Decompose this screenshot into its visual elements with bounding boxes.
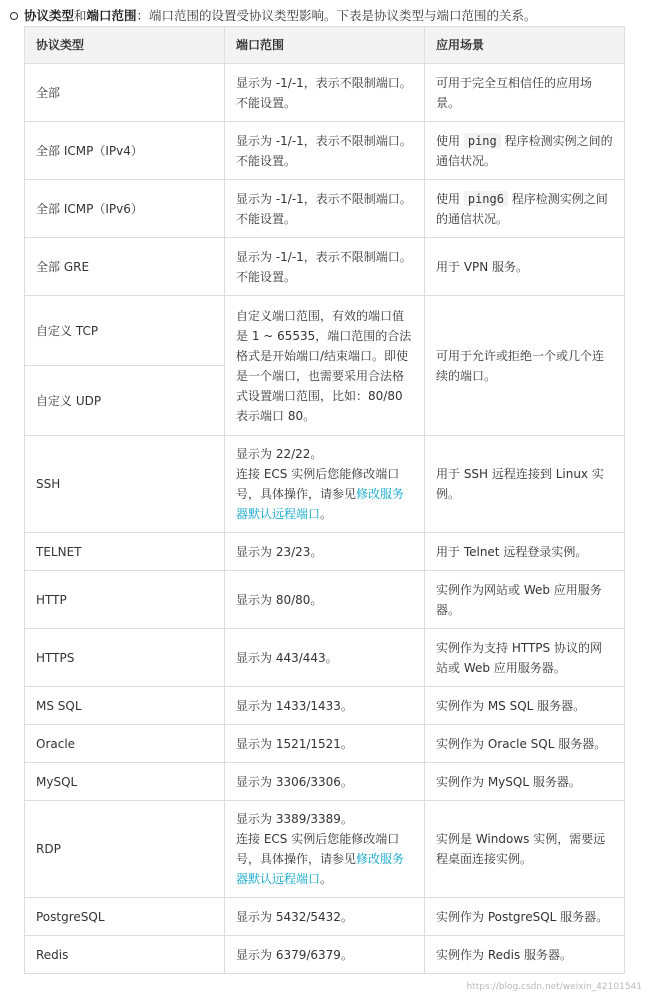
cell-usage: 用于 SSH 远程连接到 Linux 实例。 — [425, 436, 625, 533]
table-row — [25, 64, 625, 122]
table-row — [25, 629, 625, 687]
cell-port-range: 显示为 -1/-1，表示不限制端口。不能设置。 — [225, 180, 425, 238]
range-line-1: 显示为 22/22。 — [236, 447, 323, 461]
cell-usage: 实例作为 MS SQL 服务器。 — [425, 687, 625, 725]
list-bullet-icon — [10, 12, 18, 20]
cell-protocol: 自定义 UDP — [25, 366, 225, 436]
cell-port-range: 显示为 -1/-1，表示不限制端口。不能设置。 — [225, 238, 425, 296]
watermark: https://blog.csdn.net/weixin_42101541 — [466, 982, 642, 992]
cell-usage: 用于 Telnet 远程登录实例。 — [425, 533, 625, 571]
cell-usage: 实例作为 MySQL 服务器。 — [425, 763, 625, 801]
cell-protocol: 全部 GRE — [25, 238, 225, 296]
intro-conjunction: 和 — [74, 8, 87, 23]
table-row — [25, 180, 625, 238]
cell-protocol: 全部 ICMP（IPv4） — [25, 122, 225, 180]
cell-port-range: 显示为 23/23。 — [225, 533, 425, 571]
cell-usage: 用于 VPN 服务。 — [425, 238, 625, 296]
cell-usage: 可用于允许或拒绝一个或几个连续的端口。 — [425, 296, 625, 436]
cell-port-range — [225, 436, 425, 533]
table-row — [25, 763, 625, 801]
usage-suffix: 程序检测实例之间的通信状况。 — [436, 191, 608, 226]
cell-usage: 实例作为支持 HTTPS 协议的网站或 Web 应用服务器。 — [425, 629, 625, 687]
table-row — [25, 533, 625, 571]
cell-port-range — [225, 801, 425, 898]
cell-port-range: 显示为 3306/3306。 — [225, 763, 425, 801]
code-ping: ping — [464, 133, 501, 149]
usage-suffix: 程序检测实例之间的通信状况。 — [436, 133, 613, 168]
cell-protocol: TELNET — [25, 533, 225, 571]
header-port-range: 端口范围 — [225, 27, 425, 64]
cell-protocol: SSH — [25, 436, 225, 533]
cell-protocol: 全部 — [25, 64, 225, 122]
cell-usage: 实例作为 PostgreSQL 服务器。 — [425, 898, 625, 936]
table-row — [25, 296, 625, 366]
cell-usage — [425, 122, 625, 180]
protocol-port-table — [24, 26, 625, 974]
table-row — [25, 936, 625, 974]
cell-port-range: 显示为 5432/5432。 — [225, 898, 425, 936]
cell-usage: 实例作为网站或 Web 应用服务器。 — [425, 571, 625, 629]
cell-port-range: 自定义端口范围，有效的端口值是 1 ~ 65535，端口范围的合法格式是开始端口/结束端口。即使是一个端口，也需要采用合法格式设置端口范围，比如：80/80 表示端口 80。 — [225, 296, 425, 436]
cell-protocol: HTTPS — [25, 629, 225, 687]
cell-protocol: MySQL — [25, 763, 225, 801]
cell-protocol: 全部 ICMP（IPv6） — [25, 180, 225, 238]
cell-protocol: Redis — [25, 936, 225, 974]
cell-protocol: Oracle — [25, 725, 225, 763]
usage-prefix: 使用 — [436, 191, 461, 206]
range-line-2: 连接 ECS 实例后您能修改端口号，具体操作，请参见 — [236, 832, 400, 866]
cell-port-range: 显示为 1521/1521。 — [225, 725, 425, 763]
cell-usage: 实例是 Windows 实例，需要远程桌面连接实例。 — [425, 801, 625, 898]
cell-port-range: 显示为 -1/-1，表示不限制端口。不能设置。 — [225, 122, 425, 180]
range-end: 。 — [320, 507, 333, 521]
table-row — [25, 725, 625, 763]
intro-paragraph — [10, 6, 640, 26]
table-row — [25, 122, 625, 180]
change-remote-port-link[interactable]: 修改服务器默认远程端口 — [236, 487, 405, 521]
cell-port-range: 显示为 80/80。 — [225, 571, 425, 629]
table-row — [25, 687, 625, 725]
usage-prefix: 使用 — [436, 133, 461, 148]
cell-protocol: 自定义 TCP — [25, 296, 225, 366]
table-header-row — [25, 27, 625, 64]
table-row — [25, 898, 625, 936]
cell-port-range: 显示为 443/443。 — [225, 629, 425, 687]
cell-usage — [425, 180, 625, 238]
table-row — [25, 436, 625, 533]
cell-usage: 实例作为 Redis 服务器。 — [425, 936, 625, 974]
code-ping6: ping6 — [464, 191, 508, 207]
intro-term-protocol: 协议类型 — [24, 8, 75, 23]
range-line-1: 显示为 3389/3389。 — [236, 812, 353, 826]
cell-port-range: 显示为 1433/1433。 — [225, 687, 425, 725]
intro-text: ：端口范围的设置受协议类型影响。下表是协议类型与端口范围的关系。 — [136, 8, 537, 23]
cell-usage: 可用于完全互相信任的应用场景。 — [425, 64, 625, 122]
cell-protocol: HTTP — [25, 571, 225, 629]
cell-protocol: MS SQL — [25, 687, 225, 725]
range-end: 。 — [320, 872, 333, 886]
change-remote-port-link[interactable]: 修改服务器默认远程端口 — [236, 852, 405, 886]
intro-term-port-range: 端口范围 — [86, 8, 137, 23]
cell-port-range: 显示为 -1/-1，表示不限制端口。不能设置。 — [225, 64, 425, 122]
cell-protocol: PostgreSQL — [25, 898, 225, 936]
header-usage: 应用场景 — [425, 27, 625, 64]
table-row — [25, 571, 625, 629]
cell-port-range: 显示为 6379/6379。 — [225, 936, 425, 974]
range-line-2: 连接 ECS 实例后您能修改端口号，具体操作，请参见 — [236, 467, 400, 501]
table-row — [25, 238, 625, 296]
header-protocol: 协议类型 — [25, 27, 225, 64]
cell-protocol: RDP — [25, 801, 225, 898]
table-row — [25, 801, 625, 898]
cell-usage: 实例作为 Oracle SQL 服务器。 — [425, 725, 625, 763]
